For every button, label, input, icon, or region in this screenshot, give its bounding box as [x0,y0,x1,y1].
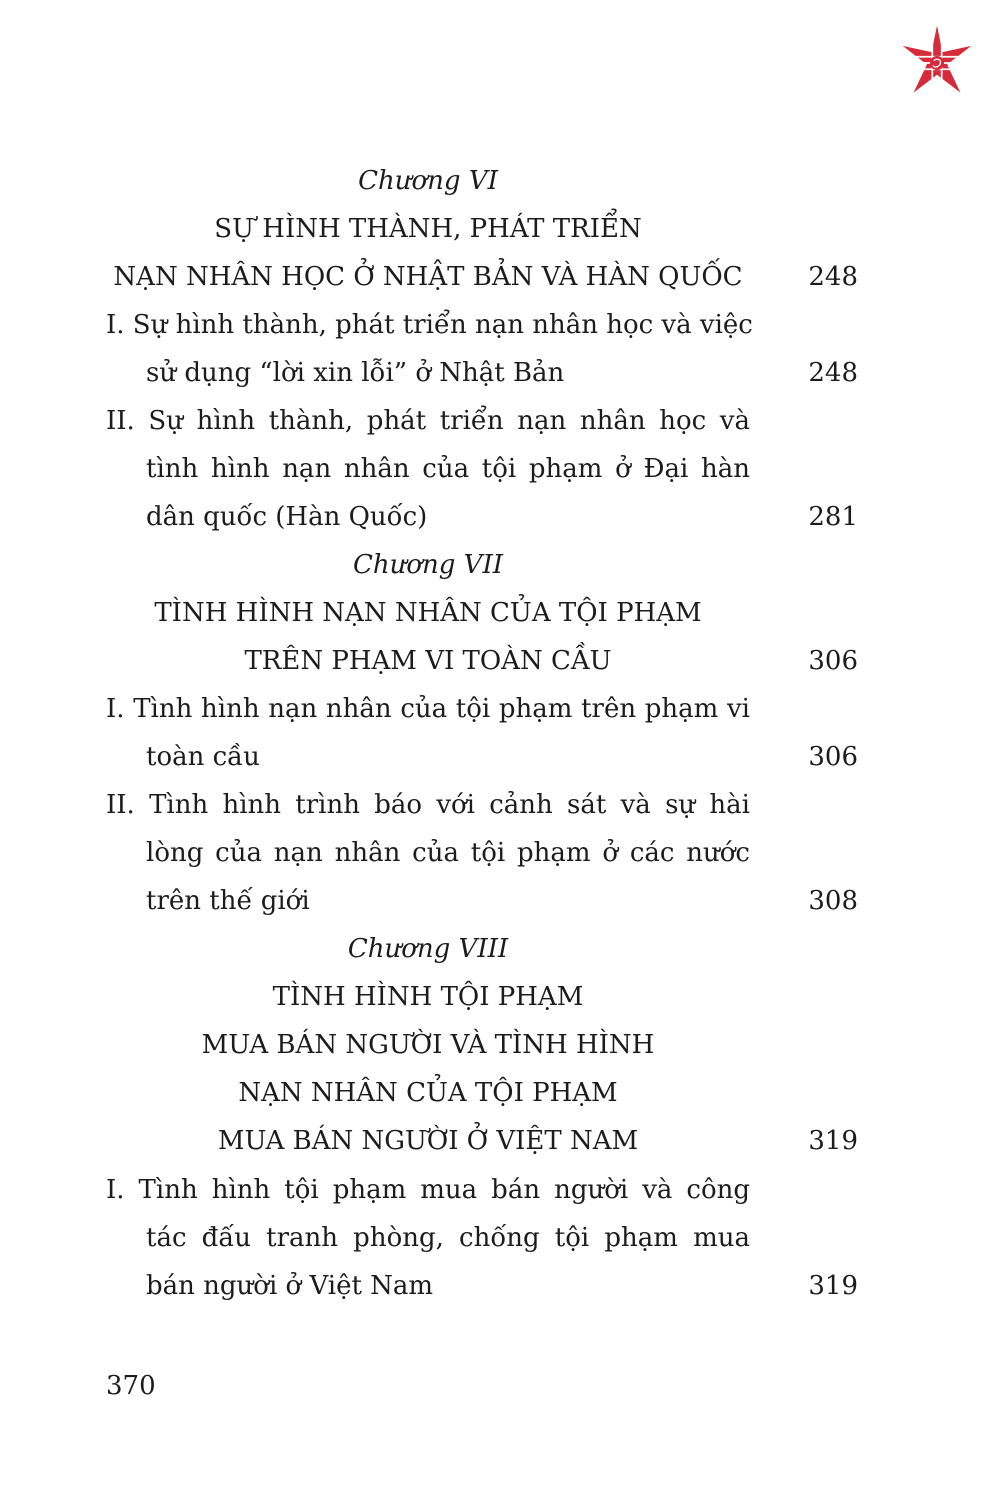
ch6-section-2-line-1: II. Sự hình thành, phát triển nạn nhân học và [106,406,750,436]
chapter-6-label: Chương VI [358,166,498,196]
ch7-section-2-page-number: 308 [808,886,858,916]
ch8-section-1-page-number: 319 [808,1271,858,1301]
chapter-7-title-line-2: TRÊN PHẠM VI TOÀN CẦU 306 [106,637,858,685]
ch7-section-1-page-number: 306 [808,742,858,772]
chapter-7-label: Chương VII [352,550,503,580]
chapter-6-title-line-1: SỰ HÌNH THÀNH, PHÁT TRIỂN [214,214,642,244]
chapter-8-title-line-3: NẠN NHÂN CỦA TỘI PHẠM [238,1078,618,1108]
chapter-8-title-line-4: MUA BÁN NGƯỜI Ở VIỆT NAM 319 [106,1117,858,1165]
page-number-footer: 370 [106,1371,156,1401]
ch6-section-2-line-3: dân quốc (Hàn Quốc) 281 [106,493,858,541]
ch8-section-1-line-3: bán người ở Việt Nam 319 [106,1262,858,1310]
chapter-7-page-number: 306 [808,646,858,676]
ch6-section-2-line-2: tình hình nạn nhân của tội phạm ở Đại hàn [146,454,750,484]
ch6-section-1-line-2: sử dụng “lời xin lỗi” ở Nhật Bản 248 [106,349,858,397]
ch7-section-2-line-2: lòng của nạn nhân của tội phạm ở các nước [146,838,750,868]
ch6-section-1-page-number: 248 [808,358,858,388]
ch6-section-1-line-1: I. Sự hình thành, phát triển nạn nhân học và việc [106,310,753,340]
ch6-section-2-page-number: 281 [808,502,858,532]
chapter-8-page-number: 319 [808,1126,858,1156]
ch8-section-1-line-1: I. Tình hình tội phạm mua bán người và công [106,1175,750,1205]
ch7-section-1-line-1: I. Tình hình nạn nhân của tội phạm trên phạm vi [106,694,750,724]
ch8-section-1-line-2: tác đấu tranh phòng, chống tội phạm mua [146,1223,750,1253]
ch7-section-2-line-1: II. Tình hình trình báo với cảnh sát và sự hài [106,790,750,820]
ch7-section-1-line-2: toàn cầu 306 [106,733,858,781]
chapter-8-title-line-2: MUA BÁN NGƯỜI VÀ TÌNH HÌNH [201,1030,655,1060]
chapter-6-page-number: 248 [808,262,858,292]
chapter-7-title-line-1: TÌNH HÌNH NẠN NHÂN CỦA TỘI PHẠM [154,598,702,628]
chapter-8-label: Chương VIII [347,934,509,964]
publisher-logo-icon [896,24,978,102]
ch7-section-2-line-3: trên thế giới 308 [106,877,858,925]
chapter-8-title-line-1: TÌNH HÌNH TỘI PHẠM [272,982,584,1012]
table-of-contents [106,0,858,1500]
chapter-6-title-line-2: NẠN NHÂN HỌC Ở NHẬT BẢN VÀ HÀN QUỐC 248 [106,253,858,301]
